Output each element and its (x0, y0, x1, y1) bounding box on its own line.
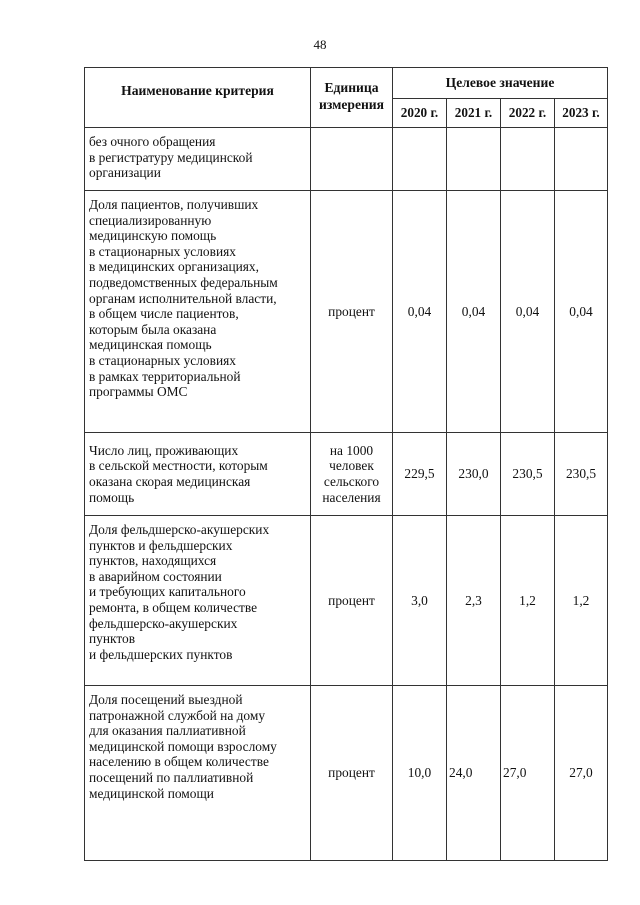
criterion-name-line: медицинской помощи взрослому (89, 738, 277, 754)
unit-cell (311, 433, 393, 516)
criterion-name-line: Доля пациентов, получивших (89, 197, 259, 212)
header-criterion: Наименование критерия (85, 68, 311, 128)
criterion-name-cell (85, 686, 311, 861)
criterion-name-line: организации (89, 165, 161, 181)
criterion-name-line: Число лиц, проживающих (89, 442, 239, 458)
criterion-name-line: программы ОМС (89, 384, 188, 400)
table-row (85, 686, 608, 861)
value-cell-2021: 230,0 (447, 433, 501, 516)
criterion-name-line: медицинской помощи (89, 785, 214, 801)
header-target-value: Целевое значение (393, 68, 608, 99)
value-cell-2022: 27,0 (501, 686, 555, 861)
table-header-row (85, 68, 608, 99)
criterion-name-line: пунктов (89, 631, 136, 647)
criterion-name-line: в регистратуру медицинской (89, 149, 253, 165)
unit-line: процент (328, 303, 375, 319)
value-cell-2022: 0,04 (501, 191, 555, 433)
criterion-name-line: в рамках территориальной (89, 368, 241, 384)
criterion-name-line: помощь (89, 489, 135, 505)
criterion-name-line: патронажной службой на дому (89, 707, 266, 723)
value-cell-2023: 0,04 (555, 191, 608, 433)
value-cell-2023: 27,0 (555, 686, 608, 861)
criteria-table (84, 67, 608, 861)
table-row (85, 191, 608, 433)
criterion-name-line: населению в общем количестве (89, 754, 269, 770)
table-row (85, 433, 608, 516)
criterion-name-line: в сельской местности, которым (89, 458, 268, 474)
value-cell-2020 (393, 128, 447, 191)
criterion-name-line: оказана скорая медицинская (89, 474, 251, 489)
value-cell-2021: 2,3 (447, 516, 501, 686)
table-row (85, 128, 608, 191)
value-cell-2020: 0,04 (393, 191, 447, 433)
criterion-name-cell (85, 128, 311, 191)
criterion-name-line: ремонта, в общем количестве (89, 599, 258, 615)
value-cell-2022 (501, 128, 555, 191)
criterion-name-line: специализированную (89, 212, 212, 228)
unit-line: процент (328, 592, 375, 608)
criterion-name-line: подведомственных федеральным (89, 274, 278, 290)
criterion-name-line: пунктов и фельдшерских (89, 537, 233, 553)
criterion-name-line: в общем числе пациентов, (89, 306, 239, 322)
header-year-2021: 2021 г. (447, 99, 501, 128)
value-cell-2022: 1,2 (501, 516, 555, 686)
criterion-name-line: в стационарных условиях (89, 243, 236, 259)
unit-cell (311, 191, 393, 433)
criterion-name-line: в аварийном состоянии (89, 568, 222, 584)
criterion-name-line: и требующих капитального (89, 584, 246, 600)
criterion-name-line: в медицинских организациях, (89, 259, 259, 275)
value-cell-2021: 0,04 (447, 191, 501, 433)
header-year-2023: 2023 г. (555, 99, 608, 128)
unit-cell (311, 516, 393, 686)
criterion-name-line: медицинскую помощь (89, 228, 217, 244)
criterion-name-cell (85, 516, 311, 686)
header-year-2022: 2022 г. (501, 99, 555, 128)
criterion-name-line: которым была оказана (89, 321, 217, 337)
header-unit-line2: измерения (318, 96, 384, 112)
criterion-name-line: без очного обращения (89, 134, 216, 149)
unit-line: сельского (323, 474, 380, 489)
header-unit-line1: Единица (324, 79, 379, 95)
criterion-name-cell (85, 433, 311, 516)
criterion-name-line: в стационарных условиях (89, 352, 236, 368)
header-year-2020: 2020 г. (393, 99, 447, 128)
value-cell-2020: 3,0 (393, 516, 447, 686)
criterion-name-line: Доля посещений выездной (89, 692, 243, 707)
unit-line: процент (328, 765, 375, 781)
unit-cell (311, 686, 393, 861)
value-cell-2021 (447, 128, 501, 191)
unit-line: человек (329, 458, 374, 474)
unit-line: на 1000 (329, 442, 374, 458)
criterion-name-line: органам исполнительной власти, (89, 290, 277, 306)
criterion-name-line: и фельдшерских пунктов (89, 646, 233, 662)
header-unit (311, 68, 393, 128)
value-cell-2021: 24,0 (447, 686, 501, 861)
unit-cell (311, 128, 393, 191)
value-cell-2022: 230,5 (501, 433, 555, 516)
criterion-name-line: для оказания паллиативной (89, 723, 246, 739)
table-row (85, 516, 608, 686)
criterion-name-line: фельдшерско-акушерских (89, 615, 238, 631)
value-cell-2023: 230,5 (555, 433, 608, 516)
criterion-name-cell (85, 191, 311, 433)
page-number: 48 (313, 37, 327, 52)
unit-line: населения (322, 489, 381, 505)
value-cell-2020: 10,0 (393, 686, 447, 861)
value-cell-2020: 229,5 (393, 433, 447, 516)
criterion-name-line: посещений по паллиативной (89, 769, 254, 785)
criterion-name-line: пунктов, находящихся (89, 553, 217, 569)
value-cell-2023 (555, 128, 608, 191)
criterion-name-line: медицинская помощь (89, 337, 212, 353)
value-cell-2023: 1,2 (555, 516, 608, 686)
criterion-name-line: Доля фельдшерско-акушерских (89, 522, 270, 537)
